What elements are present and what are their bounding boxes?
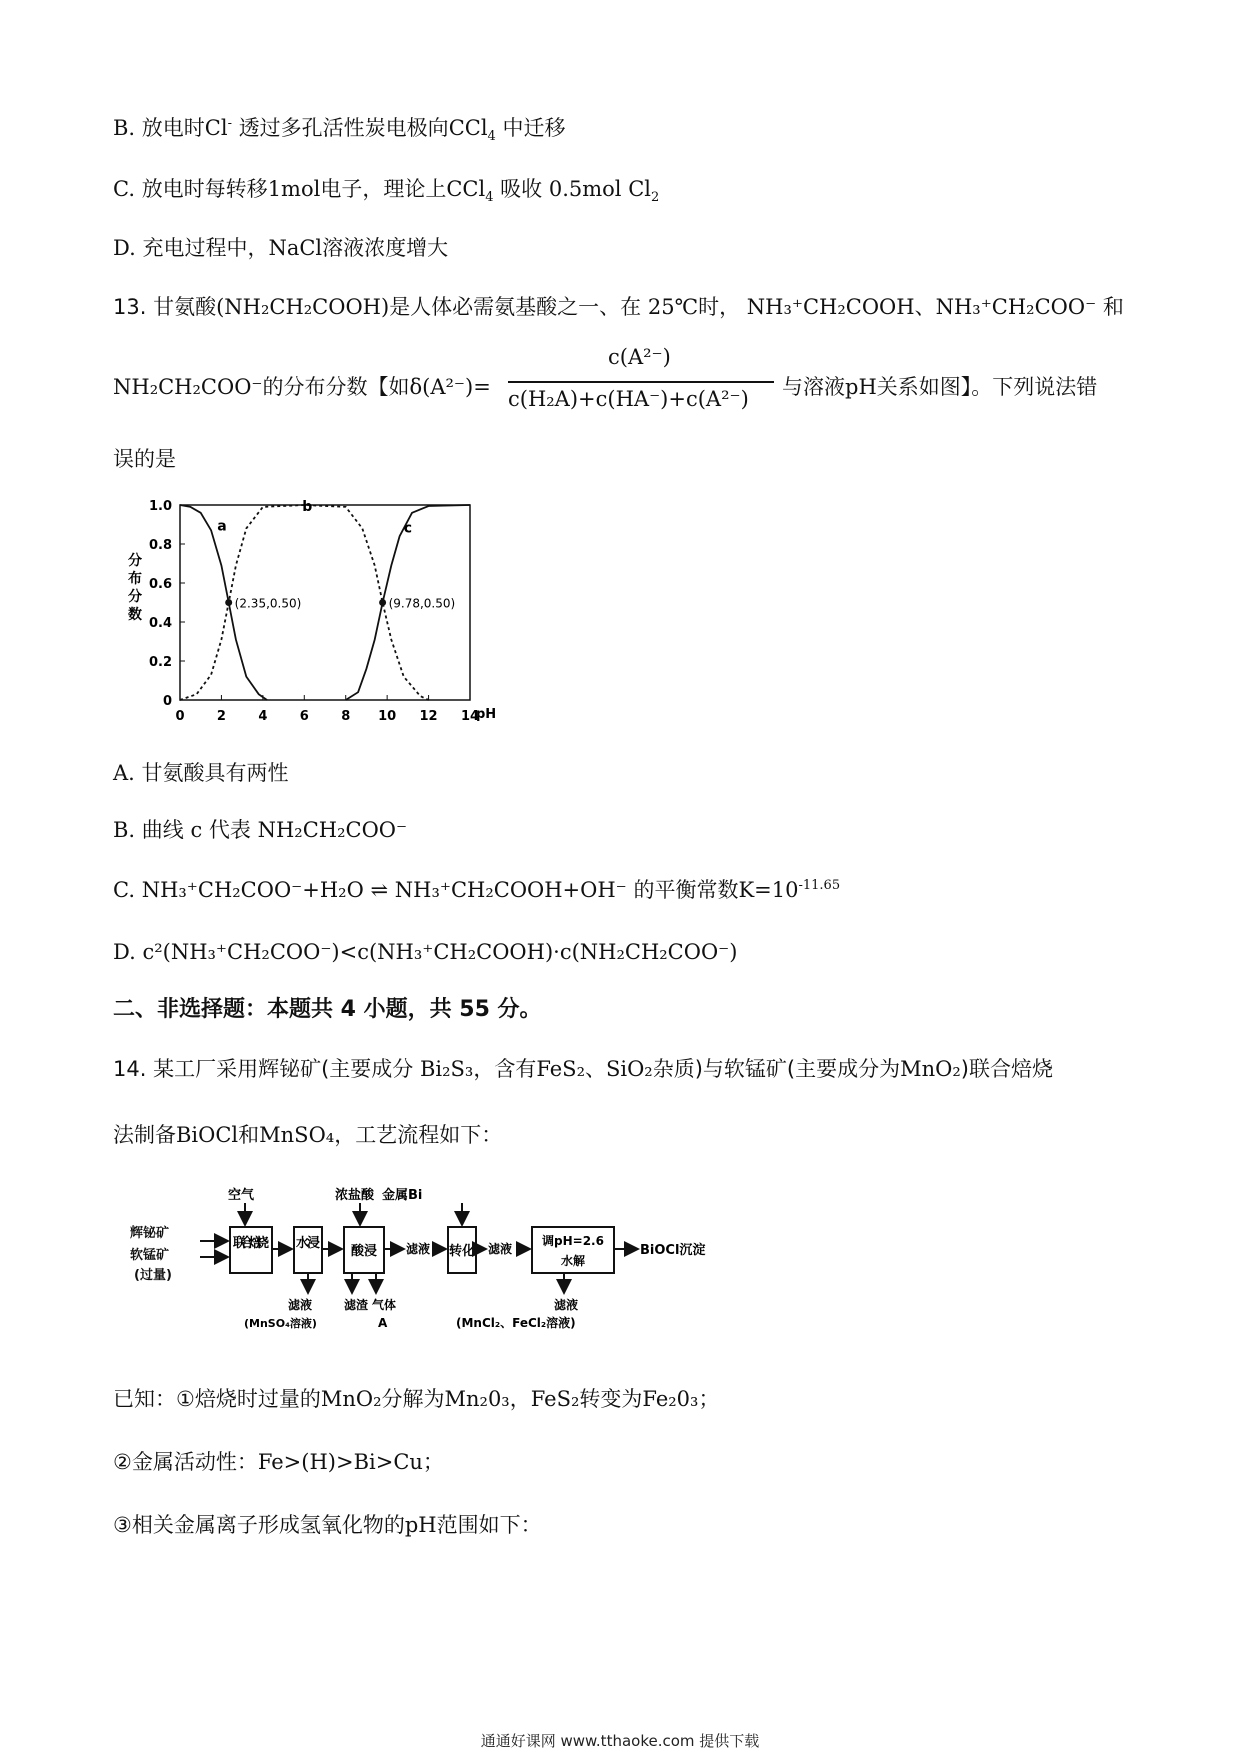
y-tick-label: 0 [162, 694, 172, 709]
q14-known-3 [113, 1510, 542, 1540]
fraction-numerator: c(A²⁻) [608, 345, 671, 369]
text: 和 [1102, 295, 1124, 319]
text: ③相关金属离子形成氢氧化物的 [113, 1513, 405, 1537]
convert-label: 转化 [448, 1244, 476, 1259]
text: 透过多孔活性炭电极向 [238, 116, 449, 140]
formula: Fe₂0₃ [642, 1387, 699, 1411]
equation: NH₃⁺CH₂COO⁻+H₂O ⇌ NH₃⁺CH₂COOH+OH⁻ [141, 878, 627, 902]
text: )联合焙烧 [960, 1057, 1053, 1081]
q12-option-c [113, 174, 659, 204]
option-label: C. [113, 177, 135, 201]
q13-stem-line2 [113, 372, 491, 402]
out3-label: 气体 [372, 1298, 397, 1312]
y-tick-label: 0.8 [148, 538, 172, 553]
hcl-label: 浓盐酸 [335, 1188, 375, 1203]
y-axis-label-char: 分 [128, 589, 142, 605]
page-footer: 通通好课网 www.tthaoke.com 提供下载 [480, 1732, 760, 1750]
formula: NH₂CH₂COO⁻ [113, 375, 263, 399]
text: 分解为 [381, 1387, 445, 1411]
annotation-point [225, 599, 232, 606]
series-label-a: a [217, 518, 227, 535]
formula: MnSO₄ [259, 1123, 335, 1147]
flow-svg [120, 1185, 740, 1345]
formula: pH [404, 1513, 437, 1537]
text: 是人体必需氨基酸之一、在 [389, 295, 642, 319]
text: ②金属活动性： [113, 1450, 258, 1474]
leach-label: 水浸 [296, 1236, 320, 1251]
subscript: 4 [487, 129, 496, 145]
q13-stem-line2-tail [782, 372, 1097, 402]
text: 溶液浓度增大 [322, 236, 449, 260]
text: 充电过程中， [142, 236, 269, 260]
text: 范围如下： [436, 1513, 542, 1537]
gas-a-label: A [378, 1316, 388, 1330]
out2-label: 滤渣 [344, 1298, 369, 1312]
annotation-point [379, 599, 386, 606]
x-tick-label: 12 [419, 709, 438, 724]
subscript: 2 [650, 190, 660, 206]
formula: FeS₂ [530, 1387, 580, 1411]
q12-option-b [113, 113, 566, 143]
subscript: 4 [485, 190, 494, 206]
formula: MnO₂ [900, 1057, 961, 1081]
formula: BiOCl [176, 1123, 239, 1147]
text: 、 [914, 295, 936, 319]
x-tick-label: 6 [299, 709, 309, 724]
text: ，工艺流程如下： [334, 1123, 503, 1147]
formula: K=10 [738, 878, 799, 902]
option-label: D. [113, 236, 136, 260]
option-label: B. [113, 116, 136, 140]
annotation-label: (2.35,0.50) [234, 596, 302, 611]
text: 和 [238, 1123, 260, 1147]
metal-label: 金属Bi [382, 1188, 423, 1203]
distribution-fraction [508, 345, 778, 425]
text: 放电时 [141, 116, 205, 140]
x-tick-label: 10 [378, 709, 397, 724]
q14-stem-line1 [113, 1054, 1053, 1084]
q13-stem-line3: 误的是 [113, 447, 176, 471]
option-label: C. [113, 878, 135, 902]
formula: Cl [204, 116, 228, 140]
q13-option-a: A. 甘氨酸具有两性 [113, 761, 289, 785]
formula: NH₂CH₂COO⁻ [257, 818, 408, 842]
chart-svg [120, 485, 570, 735]
hydrolysis-label: 水解 [560, 1254, 586, 1268]
q14-stem-line2 [113, 1120, 502, 1150]
fraction-bar [508, 381, 774, 383]
temperature: 25℃ [647, 295, 699, 319]
text: 的分布分数【如 [262, 375, 410, 399]
inequality: c²(NH₃⁺CH₂COO⁻)<c(NH₃⁺CH₂COOH)·c(NH₂CH₂COO⁻) [142, 940, 738, 964]
annotation-label: (9.78,0.50) [388, 596, 456, 611]
formula: NH₃⁺CH₂COO⁻ [935, 295, 1097, 319]
filt1-label: 滤液 [406, 1242, 431, 1256]
y-tick-label: 0.2 [148, 655, 172, 670]
q13-option-b [113, 815, 407, 845]
fraction-denominator: c(H₂A)+c(HA⁻)+c(A²⁻) [508, 387, 749, 411]
input-excess: (过量) [134, 1268, 172, 1283]
y-axis-label-char: 数 [128, 607, 142, 623]
text: 中迁移 [502, 116, 566, 140]
option-label: D. [113, 940, 136, 964]
text: 关系如图】。下列说法错 [876, 375, 1098, 399]
formula: 0.5mol Cl [548, 177, 651, 201]
formula: NH₃⁺CH₂COOH [746, 295, 915, 319]
air-label: 空气 [228, 1188, 255, 1203]
x-tick-label: 0 [175, 709, 185, 724]
input-ore2: 软锰矿 [130, 1248, 170, 1263]
formula: δ(A²⁻)= [409, 375, 491, 399]
text: 与溶液 [782, 375, 845, 399]
text: 时， [698, 295, 741, 319]
filt2-label: 滤液 [488, 1242, 513, 1256]
question-number: 13. 甘氨酸 [113, 295, 217, 319]
series-label-c: c [403, 520, 413, 537]
text: 、 [584, 1057, 606, 1081]
text: 杂质)与软锰矿(主要成分为 [652, 1057, 901, 1081]
y-tick-label: 0.4 [148, 616, 172, 631]
input-ore1: 辉铋矿 [130, 1226, 170, 1241]
out4-label: 滤液 [554, 1298, 579, 1312]
formula: NaCl [268, 236, 323, 260]
text: 的平衡常数 [633, 878, 739, 902]
formula: CCl [448, 116, 488, 140]
formula: SiO₂ [605, 1057, 653, 1081]
product-label: BiOCl沉淀 [640, 1243, 706, 1258]
text: 法制备 [113, 1123, 176, 1147]
q14-known-1 [113, 1384, 719, 1414]
out1-label: 滤液 [288, 1298, 313, 1312]
ph-label: 调pH=2.6 [542, 1234, 604, 1248]
x-tick-label: 8 [341, 709, 351, 724]
process-flow-diagram [120, 1185, 740, 1345]
text: 放电时每转移 [141, 177, 268, 201]
q13-option-c [113, 875, 840, 905]
q13-stem-line1 [113, 292, 1124, 322]
formula: MnO₂ [320, 1387, 382, 1411]
q12-option-d [113, 233, 448, 263]
superscript: -11.65 [798, 878, 841, 893]
y-axis-label-char: 分 [128, 553, 142, 569]
series-label-b: b [302, 498, 313, 515]
y-tick-label: 0.6 [148, 577, 172, 592]
text: ，含有 [473, 1057, 537, 1081]
formula: pH [845, 375, 877, 399]
out1-desc: (MnSO₄溶液) [244, 1317, 317, 1330]
text: 已知：①焙烧时过量的 [113, 1387, 321, 1411]
question-number: 14. 某工厂采用辉铋矿(主要成分 [113, 1057, 414, 1081]
y-axis-label-char: 布 [128, 571, 142, 587]
text: B. 曲线 c 代表 [113, 818, 251, 842]
superscript: - [227, 116, 232, 131]
x-tick-label: 2 [216, 709, 226, 724]
q14-known-2 [113, 1447, 444, 1477]
distribution-chart [120, 485, 570, 735]
q13-option-d [113, 937, 737, 967]
text: ； [422, 1450, 444, 1474]
formula: Bi₂S₃ [419, 1057, 474, 1081]
formula: CCl [446, 177, 486, 201]
formula: 1mol [267, 177, 321, 201]
y-tick-label: 1.0 [148, 499, 172, 514]
text: ， [509, 1387, 531, 1411]
formula: Mn₂0₃ [444, 1387, 510, 1411]
formula: Fe>(H)>Bi>Cu [257, 1450, 423, 1474]
x-tick-label: 14 [460, 709, 480, 724]
out4-desc: (MnCl₂、FeCl₂溶液) [456, 1316, 576, 1330]
acid-label: 酸浸 [350, 1244, 378, 1259]
x-axis-label: pH [476, 707, 497, 722]
text: ； [698, 1387, 720, 1411]
x-tick-label: 4 [258, 709, 268, 724]
section-heading: 二、非选择题：本题共 4 小题，共 55 分。 [113, 997, 542, 1022]
text: 电子，理论上 [320, 177, 447, 201]
formula: FeS₂ [536, 1057, 585, 1081]
text: 转变为 [579, 1387, 643, 1411]
text: 吸收 [500, 177, 543, 201]
formula: (NH₂CH₂COOH) [216, 295, 390, 319]
roast-label: 联合焙烧 [233, 1236, 269, 1251]
